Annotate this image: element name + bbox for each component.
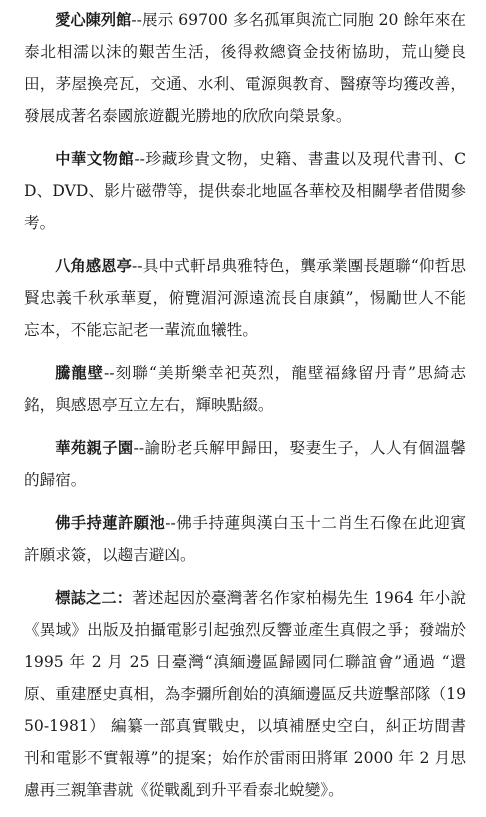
paragraph-wishing-pool	[24, 507, 466, 571]
section-text: --珍藏珍貴文物，史籍、書畫以及現代書刊、CD、DVD、影片磁帶等，提供泰北地區各華校及相關學者借閱參考。	[24, 150, 466, 232]
section-heading: 騰龍壁	[55, 364, 104, 382]
section-text: --刻聯“美斯樂幸祀英烈，龍壁福緣留丹青”思綺志銘，與感恩亭互立左右，輝映點綴。	[24, 364, 467, 414]
section-heading: 標誌之二：	[55, 589, 133, 607]
paragraph-dragon-wall	[24, 357, 466, 421]
section-text: --諭盼老兵解甲歸田，娶妻生子，人人有個溫馨的歸宿。	[24, 439, 467, 489]
section-heading: 中華文物館	[55, 150, 135, 168]
section-text: --佛手持蓮與漢白玉十二肖生石像在此迎賓許願求簽，以趨吉避凶。	[24, 514, 466, 564]
section-heading: 佛手持蓮許願池	[55, 514, 166, 532]
paragraph-octagonal-pavilion	[24, 250, 466, 346]
section-heading: 華苑親子園	[55, 439, 134, 457]
document-page	[0, 4, 486, 817]
paragraph-love-exhibition-hall	[24, 4, 466, 132]
section-text: --具中式軒昂典雅特色，龔承業團長題聯“仰哲思賢忠義千秋承華夏，俯覽湄河源遠流長自康鎮”，惕勵世人不能忘本，不能忘記老一輩流血犧牲。	[24, 257, 467, 339]
section-text: --展示 69700 多名孤軍與流亡同胞 20 餘年來在泰北相濡以沫的艱苦生活，後得救總資金技術協助，荒山變良田，茅屋換亮瓦，交通、水利、電源與教育、醫療等均獲改善，發展成著名泰國旅遊觀光勝地的欣欣向榮景象。	[24, 11, 466, 125]
section-heading: 八角感恩亭	[55, 257, 132, 275]
section-heading: 愛心陳列館	[55, 11, 132, 29]
paragraph-family-garden	[24, 432, 466, 496]
paragraph-landmark-two	[24, 582, 466, 806]
section-text: 著述起因於臺灣著名作家柏楊先生 1964 年小說《異域》出版及拍攝電影引起強烈反響並產生真假之爭；發端於 1995 年 2 月 25 日臺灣“滇緬邊區歸國同仁聯誼會”通過 “還原、重建歷史真相，為李彌所創始的滇緬邊區反共遊擊部隊（1950-1981） 編纂一部真實戰史，以填補歷史空白，糾正坊間書刊和電影不實報導”的提案；始作於雷雨田將軍 2000 年 2 月思慮再三親筆書就《從戰亂到升平看泰北蛻變》。	[24, 589, 467, 799]
paragraph-chinese-cultural-museum	[24, 143, 466, 239]
